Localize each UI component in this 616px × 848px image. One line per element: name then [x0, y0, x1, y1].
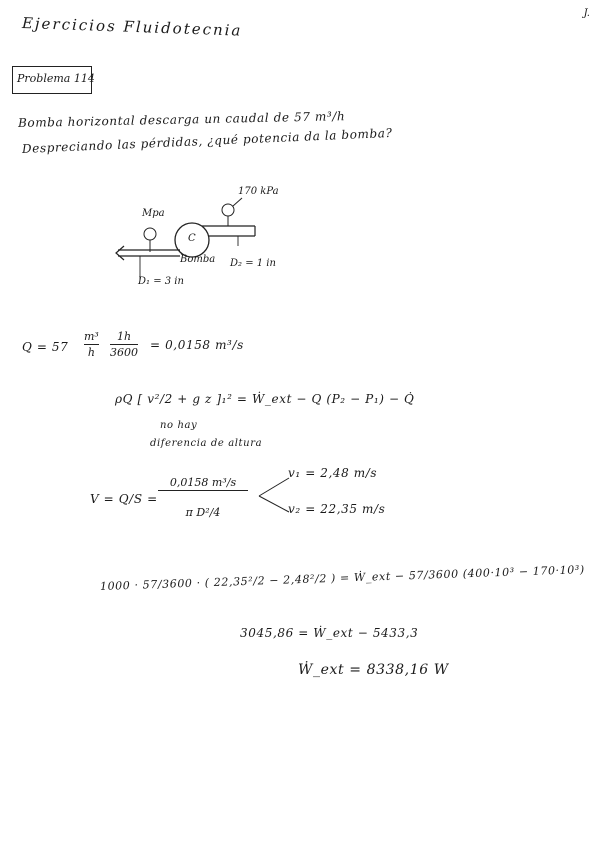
corner-mark: J. — [583, 8, 590, 19]
velocity-num: 0,0158 m³/s — [169, 476, 237, 489]
label-pressure2: 170 kPa — [238, 186, 279, 197]
velocity-v2: v₂ = 22,35 m/s — [288, 502, 386, 516]
q-frac2-num: 1h — [116, 330, 132, 343]
fraction-bar — [158, 490, 248, 491]
velocity-den: π D²/4 — [185, 506, 221, 519]
velocity-v1: v₁ = 2,48 m/s — [288, 466, 378, 480]
final-result: Ẇ_ext = 8338,16 W — [298, 662, 449, 678]
label-d1: D₁ = 3 in — [138, 276, 184, 287]
q-fraction1 — [84, 330, 99, 359]
page-heading: Ejercicios Fluidotecnia — [21, 14, 243, 40]
q-frac2-den: 3600 — [110, 346, 138, 359]
velocity-left: V = Q/S = — [90, 492, 158, 506]
q-frac1-num: m³ — [84, 330, 99, 343]
fraction-bar — [110, 344, 138, 345]
q-equation-left: Q = 57 — [22, 340, 69, 354]
label-d2: D₂ = 1 in — [230, 258, 276, 269]
problem-statement-line2: Despreciando las pérdidas, ¿qué potencia da la bomba? — [21, 125, 393, 156]
final-mid: 3045,86 = Ẇ_ext − 5433,3 — [240, 626, 419, 640]
energy-note2: diferencia de altura — [150, 438, 263, 449]
problem-statement-line1: Bomba horizontal descarga un caudal de 57 m³/h — [17, 109, 346, 130]
pump-diagram — [110, 180, 310, 299]
q-frac1-den: h — [87, 346, 95, 359]
problem-label-box — [12, 66, 95, 94]
label-bomba: Bomba — [180, 254, 216, 265]
label-p1: Mpa — [142, 208, 165, 219]
problem-label: Problema 114 — [17, 72, 95, 85]
label-pump-symbol: C — [188, 233, 196, 244]
q-fraction2 — [110, 330, 138, 359]
energy-equation: ρQ [ v²/2 + g z ]₁² = Ẇ_ext − Q (P₂ − P₁) − Q̇ — [115, 392, 415, 406]
final-equation: 1000 · 57/3600 · ( 22,35²/2 − 2,48²/2 ) = Ẇ_ext − 57/3600 (400·10³ − 170·10³) — [99, 563, 585, 593]
energy-note1: no hay — [160, 420, 198, 431]
q-result: = 0,0158 m³/s — [150, 338, 244, 352]
fraction-bar — [84, 344, 99, 345]
velocity-fraction — [158, 476, 248, 519]
